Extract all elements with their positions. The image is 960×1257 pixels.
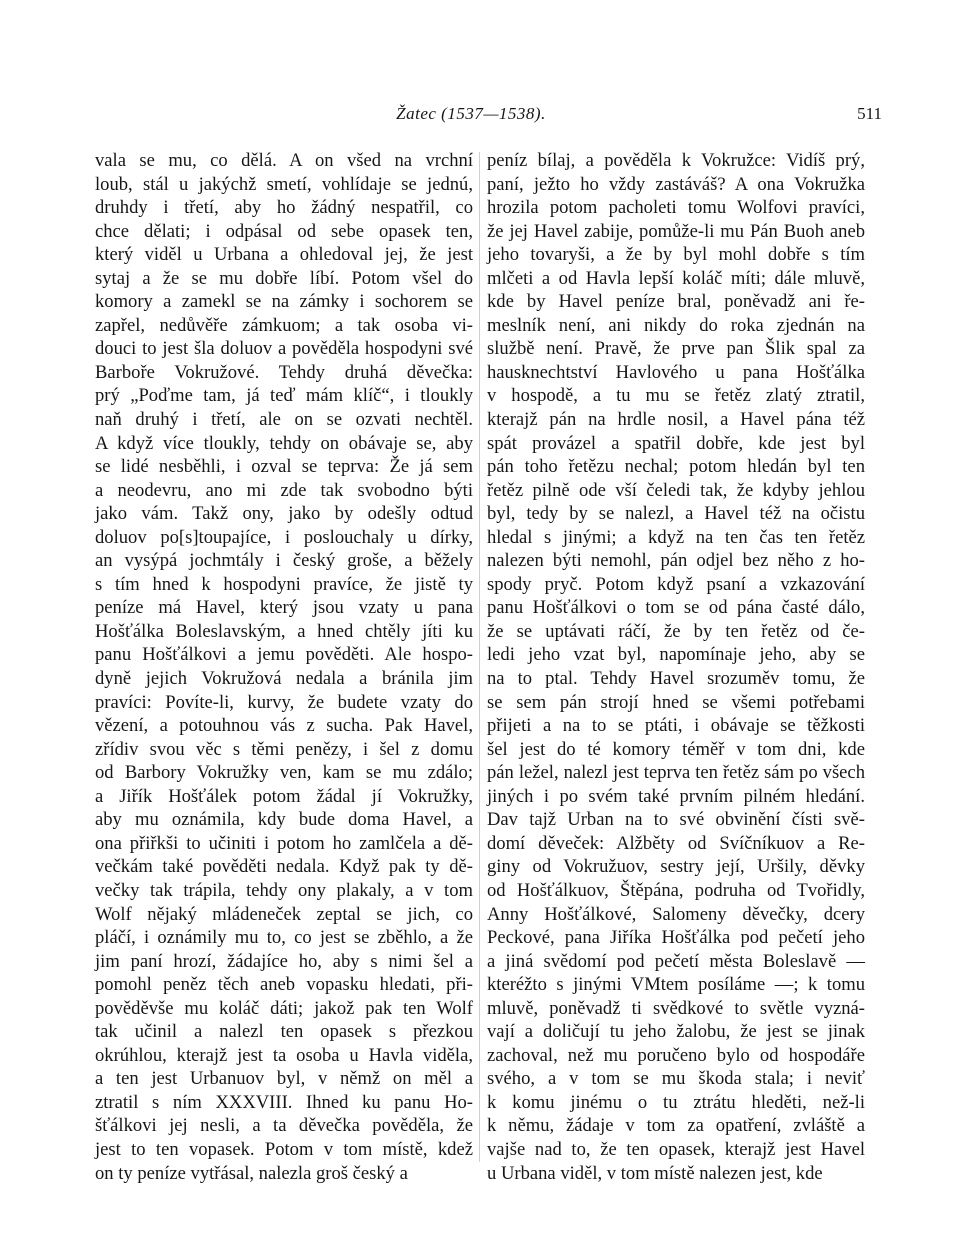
text-line: večky tak trápila, tehdy ony plakaly, a v tom <box>95 879 473 901</box>
text-line: ona přiřkši to učiniti i potom ho zamlčela a dě- <box>95 832 473 854</box>
text-line: Dav tajž Urban na to své obvinění čísti svě- <box>487 809 865 831</box>
text-line: dyně jejich Vokružová nedala a bránila jim <box>95 668 473 690</box>
text-line: v hospodě, a tu mu se řetěz zlatý ztratil, <box>487 385 865 407</box>
text-line: zřídiv svou věc s těmi penězy, i šel z domu <box>95 738 473 760</box>
page-header <box>60 104 882 132</box>
text-line: mluvě, poněvadž ti svědkové to světle vyzná- <box>487 997 865 1019</box>
text-line: kteréžto s jinými VMtem posíláme —; k tomu <box>487 974 865 996</box>
text-line: Hošťálka Boleslavským, a hned chtěly jíti ku <box>95 620 473 642</box>
page-number: 511 <box>857 104 882 123</box>
text-line: A když více tloukly, tehdy on obávaje se, aby <box>95 432 473 454</box>
text-line: vězení, a potouhnou vás z sucha. Pak Havel, <box>95 715 473 737</box>
text-line: vala se mu, co dělá. A on všed na vrchní <box>95 150 473 171</box>
text-line: který viděl u Urbana a ohledoval jej, že jest <box>95 244 473 266</box>
text-line: pán toho řetězu nechal; potom hledán byl ten <box>487 456 865 478</box>
text-line: peníz bílaj, a pověděla k Vokružce: Vidíš prý, <box>487 150 865 171</box>
text-line: meslník není, ani nikdy do roka zjednán na <box>487 314 865 336</box>
text-line: a jiná svědomí pod pečetí města Boleslavě — <box>487 950 865 972</box>
text-line: jiných i po svém také prvním pilném hledání. <box>487 785 865 807</box>
right-text-column <box>487 149 865 1185</box>
text-line: od Barbory Vokružky ven, kam se mu zdálo; <box>95 762 473 784</box>
text-line: hledal s jinými; a když na ten čas ten řetěz <box>487 526 865 548</box>
text-line: sytaj a že se mu dobře líbí. Potom všel do <box>95 267 473 289</box>
text-line: Barboře Vokružové. Tehdy druhá děvečka: <box>95 361 473 383</box>
text-line: giny od Vokružuov, sestry její, Uršily, děvky <box>487 856 865 878</box>
text-line: jest to ten vopasek. Potom v tom místě, kdež <box>95 1138 473 1160</box>
text-line: jeho tovaryši, a že by byl mohl dobře s tím <box>487 244 865 266</box>
text-line: pláčí, i oznámily mu to, co jest se zběhlo, a že <box>95 927 473 949</box>
text-line: a ten jest Urbanuov byl, v němž on měl a <box>95 1068 473 1090</box>
text-line: ledi jeho vzat byl, napomínaje jeho, aby se <box>487 644 865 666</box>
text-line: pověděvše mu koláč dáti; jakož pak ten Wolf <box>95 997 473 1019</box>
text-line: šťálkovi jej nesli, a ta děvečka pověděla, že <box>95 1115 473 1137</box>
text-line: on ty peníze vytřásal, nalezla groš český a <box>95 1162 408 1184</box>
text-line: prý „Poďme tam, já teď mám klíč“, i tloukly <box>95 385 473 407</box>
text-line: kde by Havel peníze bral, poněvadž ani ře- <box>487 291 865 313</box>
text-line: přijeti a na to se ptáti, i obávaje se těžkosti <box>487 715 865 737</box>
text-line: loub, stál u jakýchž smetí, vohlídaje se jednú, <box>95 173 473 195</box>
left-text-column <box>95 149 473 1185</box>
text-line: pán ležel, nalezl jest teprva ten řetěz sám po všech <box>487 762 865 784</box>
text-line: spát provázel a spatřil dobře, kde jest byl <box>487 432 865 454</box>
text-line: u Urbana viděl, v tom místě nalezen jest, kde <box>487 1162 823 1184</box>
text-line: ztratil s ním XXXVIII. Ihned ku panu Ho- <box>95 1091 473 1113</box>
text-line: paní, ježto ho vždy zastáváš? A ona Vokružka <box>487 173 865 195</box>
column-divider <box>479 152 480 1162</box>
text-line: aby mu oznámila, kdy bude doma Havel, a <box>95 809 473 831</box>
text-line: mlčeti a od Havla lepší koláč míti; dále mluvě, <box>487 267 865 289</box>
text-line: s tím hned k hospodyni pravíce, že jistě ty <box>95 573 473 595</box>
text-line: peníze má Havel, který jsou vzaty u pana <box>95 597 473 619</box>
text-line: byl, tedy by se nalezl, a Havel též na očistu <box>487 503 865 525</box>
text-line: na to ptal. Tehdy Havel srozuměv tomu, že <box>487 668 865 690</box>
text-line: a Jiřík Hošťálek potom žádal jí Vokružky, <box>95 785 473 807</box>
text-line: zachoval, než mu poručeno bylo od hospodáře <box>487 1044 865 1066</box>
text-line: Peckové, pana Jiříka Hošťálka pod pečetí jeho <box>487 927 865 949</box>
text-line: spody pryč. Potom když psaní a vzkazování <box>487 573 865 595</box>
text-line: k komu jinému o tu ztrátu hleděti, než-li <box>487 1091 865 1113</box>
text-line: pomohl peněz těch aneb vopasku hledati, při- <box>95 974 473 996</box>
text-line: vají a doličují tu jeho žalobu, že jest se jinak <box>487 1021 865 1043</box>
text-line: službě není. Pravě, že prve pan Šlik spal za <box>487 338 865 360</box>
text-line: chce dělati; i odpásal od sebe opasek ten, <box>95 220 473 242</box>
text-line: druhdy i třetí, aby ho žádný nespatřil, co <box>95 197 473 219</box>
text-line: kterajž pán na hrdle nosil, a Havel pána též <box>487 409 865 431</box>
text-line: domí děveček: Alžběty od Svíčníkuov a Re- <box>487 832 865 854</box>
text-line: douci to jest šla doluov a pověděla hospodyni své <box>95 338 473 360</box>
text-line: nalezen býti nemohl, pán odjel bez něho z ho- <box>487 550 865 572</box>
text-line: okrúhlou, kterajž jest ta osoba u Havla viděla, <box>95 1044 473 1066</box>
text-line: řetěz pilně ode vší čeledi tak, že kdyby jehlou <box>487 479 865 501</box>
text-line: šel jest do té komory téměř v tom dni, kde <box>487 738 865 760</box>
text-line: pravíci: Povíte-li, kurvy, že budete vzaty do <box>95 691 473 713</box>
text-line: Wolf nějaký mládeneček zeptal se jich, co <box>95 903 473 925</box>
text-line: k němu, žádaje v tom za opatření, zvláště a <box>487 1115 865 1137</box>
text-line: od Hošťálkuov, Štěpána, podruha od Tvořidly, <box>487 879 865 901</box>
text-line: večkám také pověděti nedala. Když pak ty dě- <box>95 856 473 878</box>
text-line: komory a zamekl se na zámky i sochorem se <box>95 291 473 313</box>
text-line: naň druhý i třetí, ale on se ozvati nechtěl. <box>95 409 473 431</box>
text-line: jim paní hrozí, žádajíce ho, aby s nimi šel a <box>95 950 473 972</box>
text-line: panu Hošťálkovi a jemu pověděti. Ale hospo- <box>95 644 473 666</box>
text-line: jako vám. Takž ony, jako by odešly odtud <box>95 503 473 525</box>
text-line: tak učinil a nalezl ten opasek s přezkou <box>95 1021 473 1043</box>
text-line: a neodevru, ano mi zde tak svobodno býti <box>95 479 473 501</box>
text-line: hausknechtství Havlového u pana Hošťálka <box>487 361 865 383</box>
text-line: že se uptávati ráčí, že by ten řetěz od če- <box>487 620 865 642</box>
running-title: Žatec (1537—1538). <box>396 104 546 123</box>
text-line: doluov po[s]toupajíce, i poslouchaly u dírky, <box>95 526 473 548</box>
text-line: hrozila potom pacholeti tomu Wolfovi pravíci, <box>487 197 865 219</box>
text-line: Anny Hošťálkové, Salomeny děvečky, dcery <box>487 903 865 925</box>
text-line: svého, a v tom se mu škoda stala; i neviť <box>487 1068 865 1090</box>
text-line: vajše nad to, že ten opasek, kterajž jest Havel <box>487 1138 865 1160</box>
text-line: se lidé nesběhli, i ozval se teprva: Že já sem <box>95 456 473 478</box>
text-line: zapřel, nedůvěře zámkuom; a tak osoba vi- <box>95 314 473 336</box>
text-line: an vysýpá jochmtály i český groše, a běžely <box>95 550 473 572</box>
text-line: panu Hošťálkovi o tom se od pána časté dálo, <box>487 597 865 619</box>
text-line: se sem pán strojí hned se všemi potřebami <box>487 691 865 713</box>
text-line: že jej Havel zabije, pomůže-li mu Pán Buoh aneb <box>487 220 865 242</box>
